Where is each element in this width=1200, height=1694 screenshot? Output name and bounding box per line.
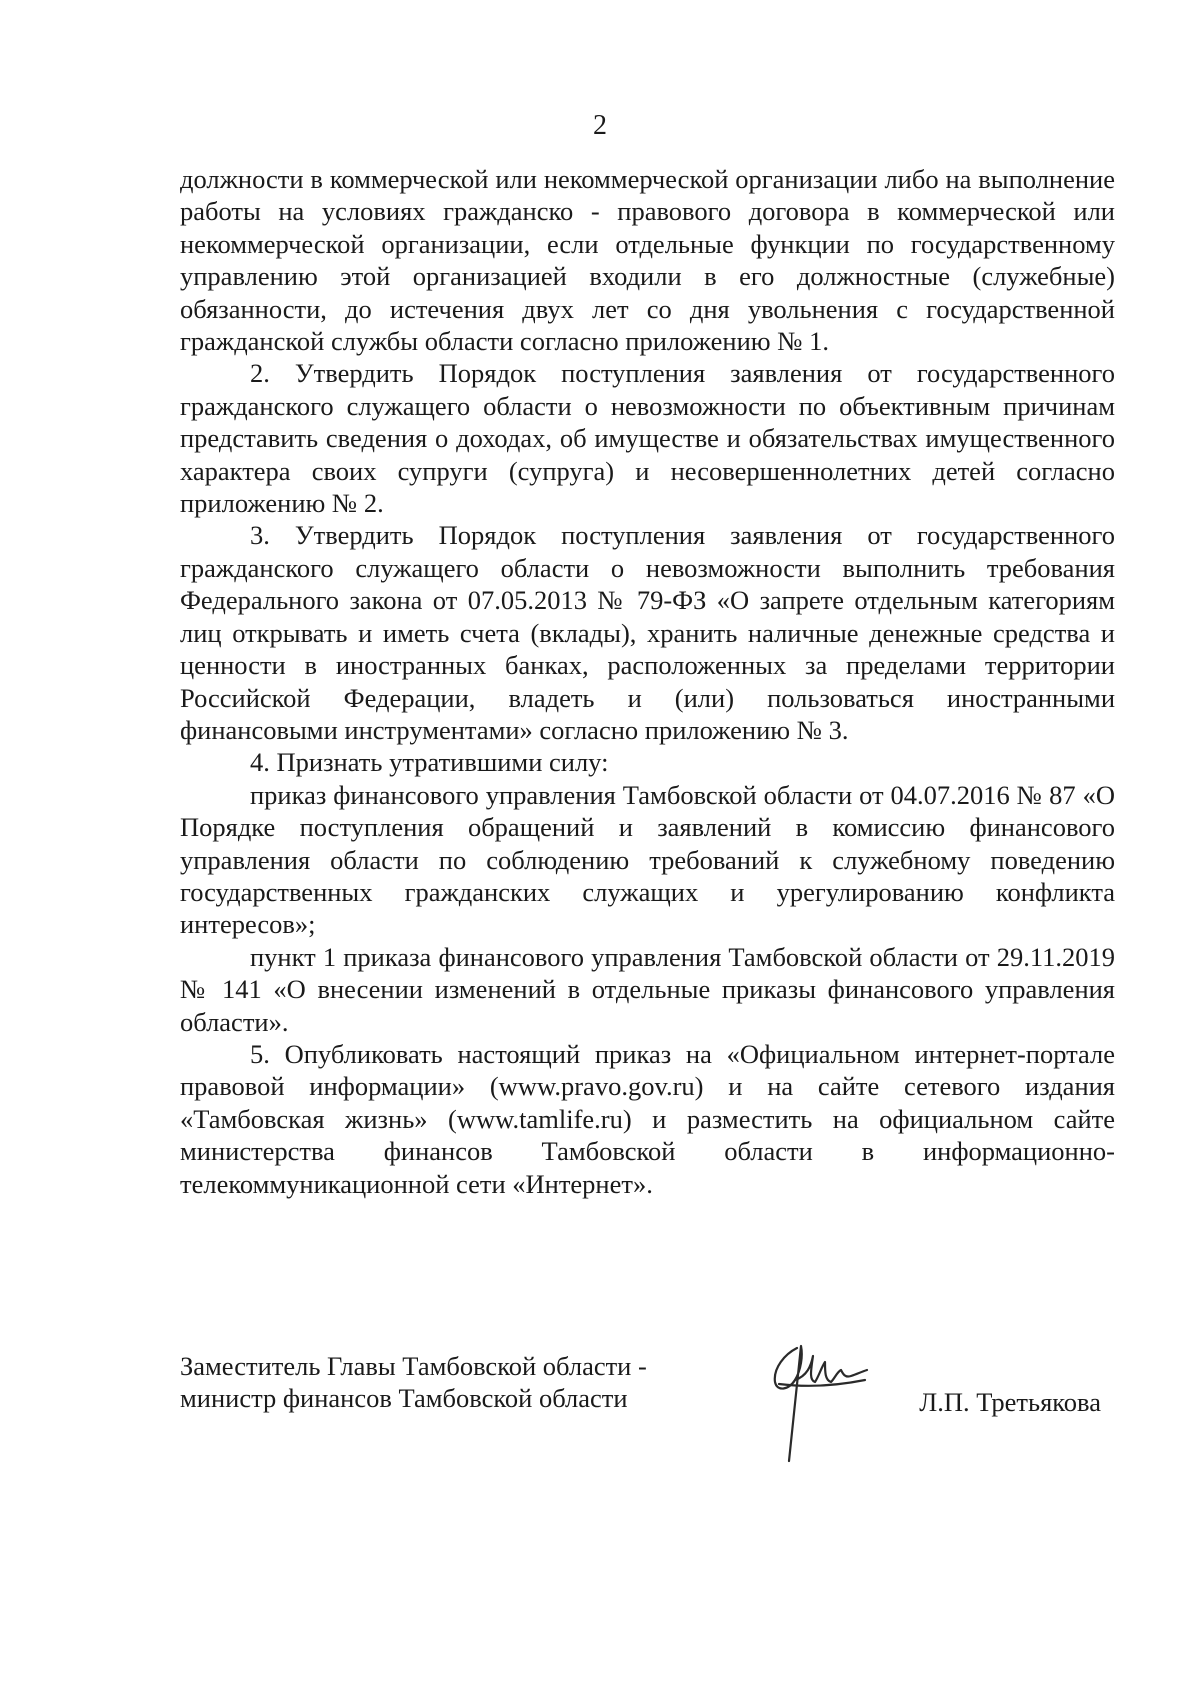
- paragraph-item-4-sub-2: пункт 1 приказа финансового управления Тамбовской области от 29.11.2019 № 141 «О внесении изменений в отдельные приказы финансового управления области».: [180, 941, 1115, 1037]
- paragraph-item-4: 4. Признать утратившими силу:: [250, 747, 609, 778]
- paragraph-item-3: 3. Утвердить Порядок поступления заявления от государственного гражданского служащего области о невозможности выполнить требования Федерального закона от 07.05.2013 № 79-ФЗ «О запрете отдельным категориям лиц открывать и иметь счета (вклады), хранить наличные денежные средства и ценности в иностранных банках, расположенных за пределами территории Российской Федерации, владеть и (или) пользоваться иностранными финансовыми инструментами» согласно приложению № 3.: [180, 520, 1115, 745]
- paragraph-item-4-sub-1: приказ финансового управления Тамбовской области от 04.07.2016 № 87 «О Порядке поступления обращений и заявлений в комиссию финансового управления области по соблюдению требований к служебному поведению государственных гражданских служащих и урегулированию конфликта интересов»;: [180, 779, 1115, 940]
- signatory-position-line-2: министр финансов Тамбовской области: [180, 1383, 628, 1414]
- paragraph-item-2: 2. Утвердить Порядок поступления заявления от государственного гражданского служащего области о невозможности по объективным причинам представить сведения о доходах, об имуществе и обязательствах имущественного характера своих супруги (супруга) и несовершеннолетних детей согласно приложению № 2.: [180, 358, 1115, 519]
- signatory-position-line-1: Заместитель Главы Тамбовской области -: [180, 1351, 647, 1381]
- signature-block: [180, 1350, 1115, 1490]
- document-body: [180, 163, 1115, 1200]
- paragraph-item-5: 5. Опубликовать настоящий приказ на «Официальном интернет-портале правовой информации» (www.pravo.gov.ru) и на сайте сетевого издания «Тамбовская жизнь» (www.tamlife.ru) и разместить на официальном сайте министерства финансов Тамбовской области в информационно-телекоммуникационной сети «Интернет».: [180, 1038, 1115, 1199]
- signatory-name: Л.П. Третьякова: [919, 1387, 1101, 1417]
- paragraph-continuation: должности в коммерческой или некоммерческой организации либо на выполнение работы на условиях гражданско - правового договора в коммерческой или некоммерческой организации, если отдельные функции по государственному управлению этой организацией входили в его должностные (служебные) обязанности, до истечения двух лет со дня увольнения с государственной гражданской службы области согласно приложению № 1.: [180, 164, 1115, 357]
- signatory-position: [180, 1350, 647, 1415]
- handwritten-signature: [755, 1336, 875, 1466]
- page-number: 2: [593, 110, 607, 141]
